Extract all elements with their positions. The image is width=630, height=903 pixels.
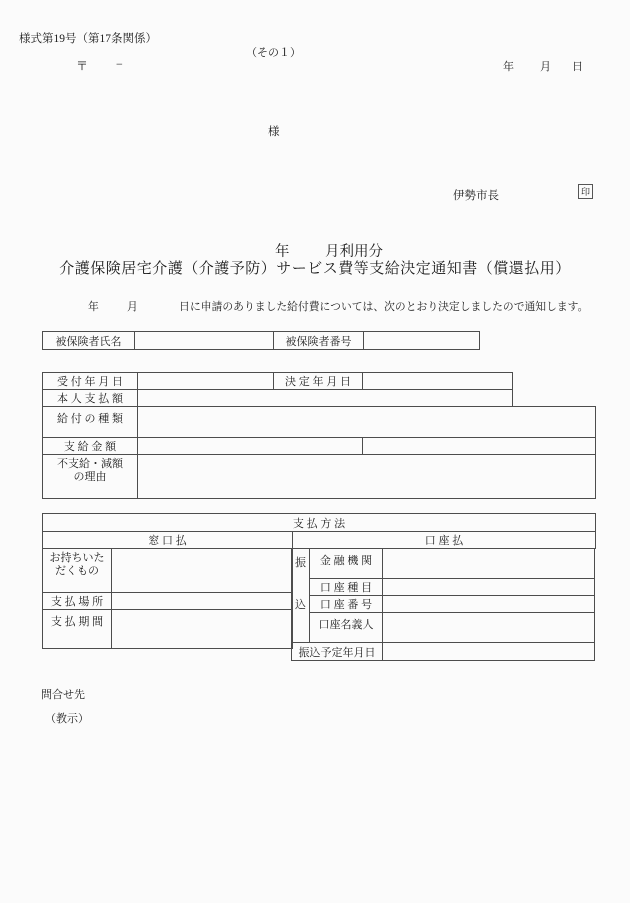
addressee-suffix: 様 <box>268 126 280 138</box>
payment-place-value-cell <box>112 593 293 610</box>
transfer-column-cell <box>292 549 310 643</box>
contact-label: 問合せ先 <box>41 689 85 701</box>
postal-dash: − <box>116 57 123 71</box>
self-payment-label-cell: 本 人 支 払 額 <box>43 390 138 407</box>
denial-reason-value-cell <box>138 455 596 499</box>
payment-method-header-cell: 支 払 方 法 <box>43 514 596 532</box>
bring-items-label-line2: だくもの <box>55 565 99 577</box>
bank-value-cell <box>383 549 595 579</box>
legal-notice-label: （教示） <box>45 713 89 725</box>
bring-items-value-cell <box>112 549 293 593</box>
payment-amount-value-left-cell <box>138 438 363 455</box>
bank-label-cell: 金 融 機 関 <box>310 549 383 579</box>
title-line2: 介護保険居宅介護（介護予防）サービス費等支給決定通知書（償還払用） <box>59 261 571 277</box>
insured-name-label-cell: 被保険者氏名 <box>43 332 135 350</box>
account-number-value-cell <box>383 596 595 613</box>
insured-table <box>42 331 480 350</box>
notice-day: 日 <box>179 301 190 313</box>
window-payment-section <box>42 548 293 649</box>
denial-reason-label-line2: の理由 <box>73 471 107 483</box>
payment-amount-label-cell: 支 給 金 額 <box>43 438 138 455</box>
issue-date-month: 月 <box>540 61 551 73</box>
postal-mark: 〒 <box>76 59 89 73</box>
benefit-type-label-cell: 給 付 の 種 類 <box>43 407 138 438</box>
issue-date-day: 日 <box>572 61 583 73</box>
notice-text: に申請のありました給付費については、次のとおり決定しましたので通知します。 <box>190 301 589 313</box>
form-number: 様式第19号（第17条関係） <box>19 33 157 45</box>
issue-date-year: 年 <box>503 61 514 73</box>
bring-items-label-cell <box>43 549 112 593</box>
sender-title: 伊勢市長 <box>453 190 499 202</box>
account-type-value-cell <box>383 579 595 596</box>
decision-table <box>42 372 596 499</box>
denial-reason-label-line1: 不支給・減額 <box>57 458 123 470</box>
seal-mark: 印 <box>580 187 590 197</box>
seal-mark-box <box>578 184 593 199</box>
benefit-type-value-cell <box>138 407 596 438</box>
account-payment-header-cell: 口 座 払 <box>293 532 596 549</box>
title-line1-year: 年 <box>275 244 290 260</box>
decision-date-value-cell <box>363 373 513 390</box>
transfer-char-top: 振 <box>295 557 306 569</box>
insured-number-label-cell: 被保険者番号 <box>274 332 364 350</box>
denial-reason-label-cell <box>43 455 138 499</box>
insured-number-value-cell <box>364 332 480 350</box>
account-type-label-cell: 口 座 種 目 <box>310 579 383 596</box>
reception-date-label-cell: 受 付 年 月 日 <box>43 373 138 390</box>
account-holder-label-cell: 口座名義人 <box>310 613 383 643</box>
title-line1-rest: 月利用分 <box>325 244 383 260</box>
payment-method-header-table <box>42 513 596 549</box>
payment-period-value-cell <box>112 610 293 649</box>
account-payment-section <box>291 548 595 661</box>
self-payment-value-cell <box>138 390 513 407</box>
transfer-char-bottom: 込 <box>295 599 306 611</box>
notice-month: 月 <box>127 301 138 313</box>
account-number-label-cell: 口 座 番 号 <box>310 596 383 613</box>
payment-amount-value-right-cell <box>363 438 596 455</box>
notice-year: 年 <box>88 301 99 313</box>
page-note: （その１） <box>246 47 301 59</box>
decision-date-label-cell: 決 定 年 月 日 <box>274 373 363 390</box>
payment-place-label-cell: 支 払 場 所 <box>43 593 112 610</box>
spacer-cell <box>513 373 596 390</box>
account-holder-value-cell <box>383 613 595 643</box>
spacer-cell <box>513 390 596 407</box>
window-payment-header-cell: 窓 口 払 <box>43 532 293 549</box>
bring-items-label-line1: お持ちいた <box>49 552 105 564</box>
transfer-date-label-cell: 振込予定年月日 <box>292 643 383 661</box>
transfer-date-value-cell <box>383 643 595 661</box>
payment-period-label-cell: 支 払 期 間 <box>43 610 112 649</box>
reception-date-value-cell <box>138 373 274 390</box>
insured-name-value-cell <box>135 332 274 350</box>
